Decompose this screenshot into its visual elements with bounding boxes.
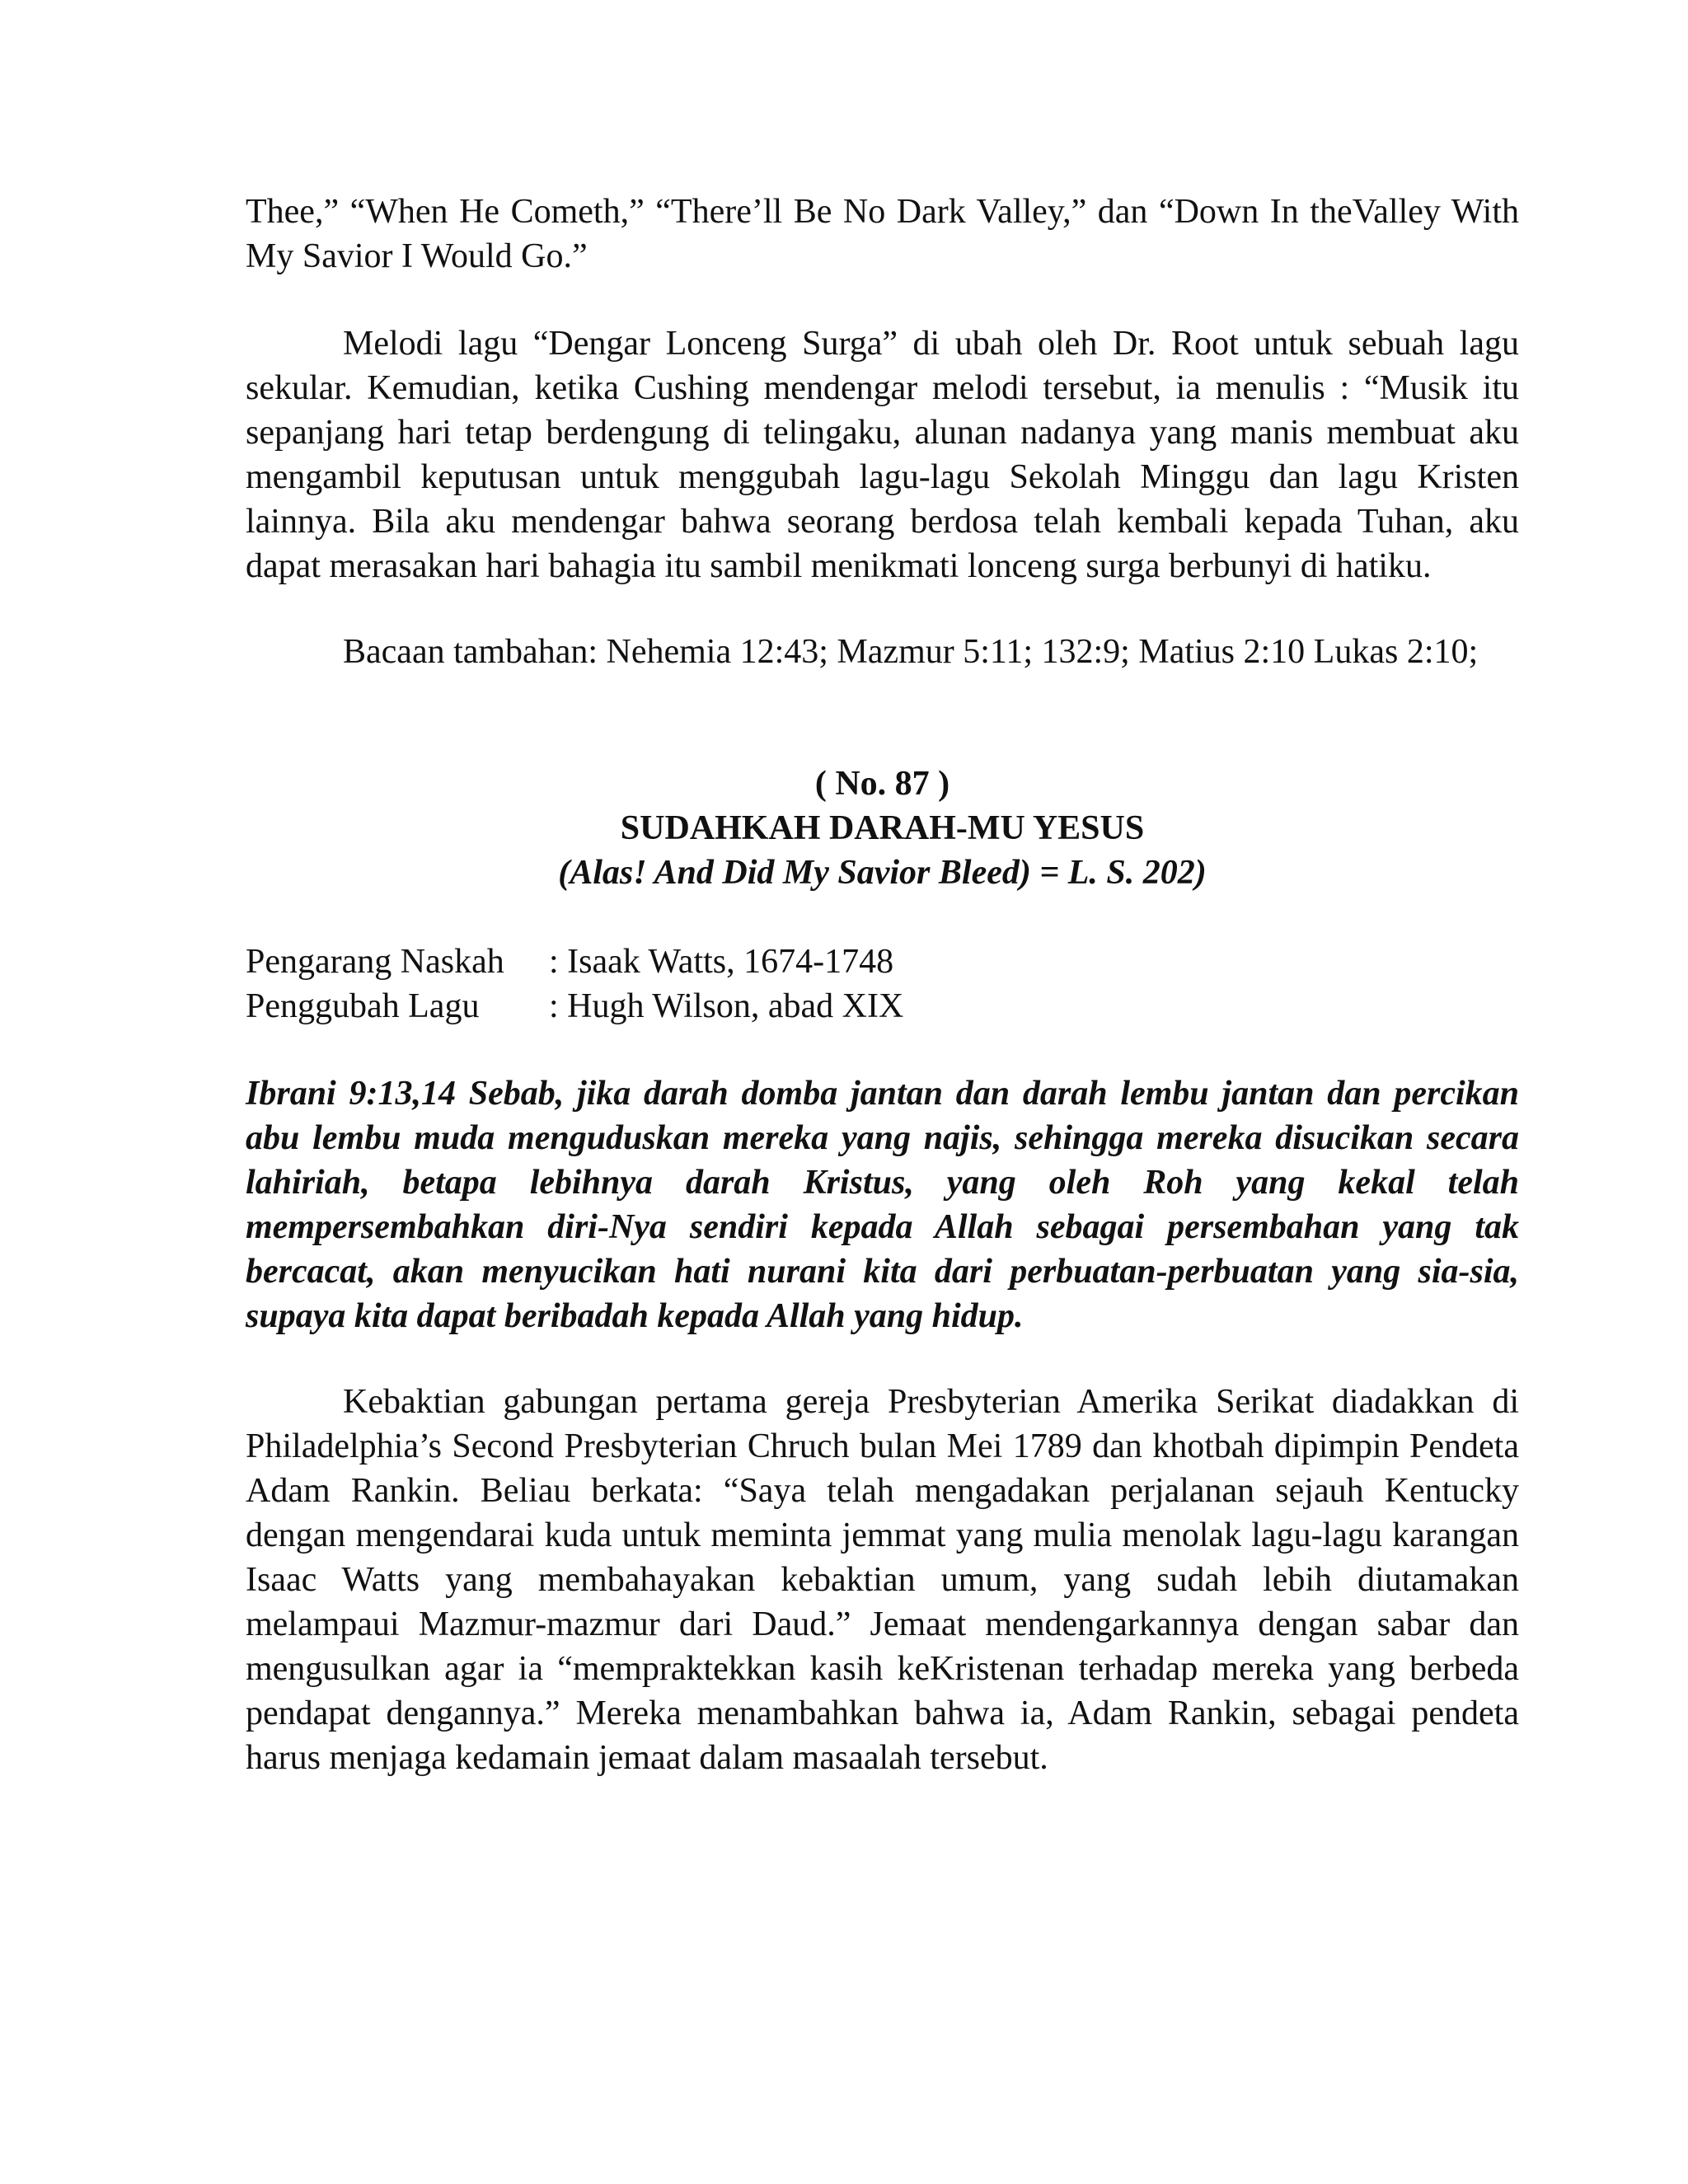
credit-composer-label: Penggubah Lagu (246, 987, 480, 1025)
paragraph-melody-story: Melodi lagu “Dengar Lonceng Surga” di ubah oleh Dr. Root untuk sebuah lagu sekular. Kemudian, ketika Cushing mendengar melodi tersebut, ia menulis : “Musik itu sepanjang hari tetap berdengung di telingaku, alunan nadanya yang manis membuat aku mengambil keputusan untuk menggubah lagu-lagu Sekolah Minggu dan lagu Kristen lainnya. Bila aku mendengar bahwa seorang berdosa telah kembali kepada Tuhan, aku dapat merasakan hari bahagia itu sambil menikmati lonceng surga berbunyi di hatiku. (246, 325, 1519, 585)
credit-author-row (246, 940, 1519, 984)
paragraph-song-titles: Thee,” “When He Cometh,” “There’ll Be No Dark Valley,” dan “Down In theValley With My Savior I Would Go.” (246, 193, 1519, 275)
hymn-heading (246, 762, 1519, 895)
paragraph-additional-reading: Bacaan tambahan: Nehemia 12:43; Mazmur 5:11; 132:9; Matius 2:10 Lukas 2:10; (343, 633, 1479, 671)
hymn-title: SUDAHKAH DARAH-MU YESUS (620, 809, 1145, 847)
hymn-credits (246, 940, 1519, 1029)
credit-composer-value: : Hugh Wilson, abad XIX (549, 987, 904, 1025)
credit-author-label: Pengarang Naskah (246, 943, 504, 981)
credit-author-value: : Isaak Watts, 1674-1748 (549, 943, 894, 981)
hymn-number: ( No. 87 ) (814, 765, 950, 803)
credit-composer-row (246, 984, 1519, 1029)
bible-verse: Ibrani 9:13,14 Sebab, jika darah domba jantan dan darah lembu jantan dan percikan abu lembu muda menguduskan mereka yang najis, sehingga mereka disucikan secara lahiriah, betapa lebihnya darah Kristus, yang oleh Roh yang kekal telah mempersembahkan diri-Nya sendiri kepada Allah sebagai persembahan yang tak bercacat, akan menyucikan hati nurani kita dari perbuatan-perbuatan yang sia-sia, supaya kita dapat beribadah kepada Allah yang hidup. (246, 1075, 1519, 1335)
paragraph-hymn-story: Kebaktian gabungan pertama gereja Presbyterian Amerika Serikat diadakkan di Philadelphia’s Second Presbyterian Chruch bulan Mei 1789 dan khotbah dipimpin Pendeta Adam Rankin. Beliau berkata: “Saya telah mengadakan perjalanan sejauh Kentucky dengan mengendarai kuda untuk meminta jemmat yang mulia menolak lagu-lagu karangan Isaac Watts yang membahayakan kebaktian umum, yang sudah lebih diutamakan melampaui Mazmur-mazmur dari Daud.” Jemaat mendengarkannya dengan sabar dan mengusulkan agar ia “mempraktekkan kasih keKristenan terhadap mereka yang berbeda pendapat dengannya.” Mereka menambahkan bahwa ia, Adam Rankin, sebagai pendeta harus menjaga kedamain jemaat dalam masaalah tersebut. (246, 1383, 1519, 1777)
document-page (246, 190, 1519, 1780)
hymn-subtitle: (Alas! And Did My Savior Bleed) = L. S. 202) (558, 854, 1207, 892)
